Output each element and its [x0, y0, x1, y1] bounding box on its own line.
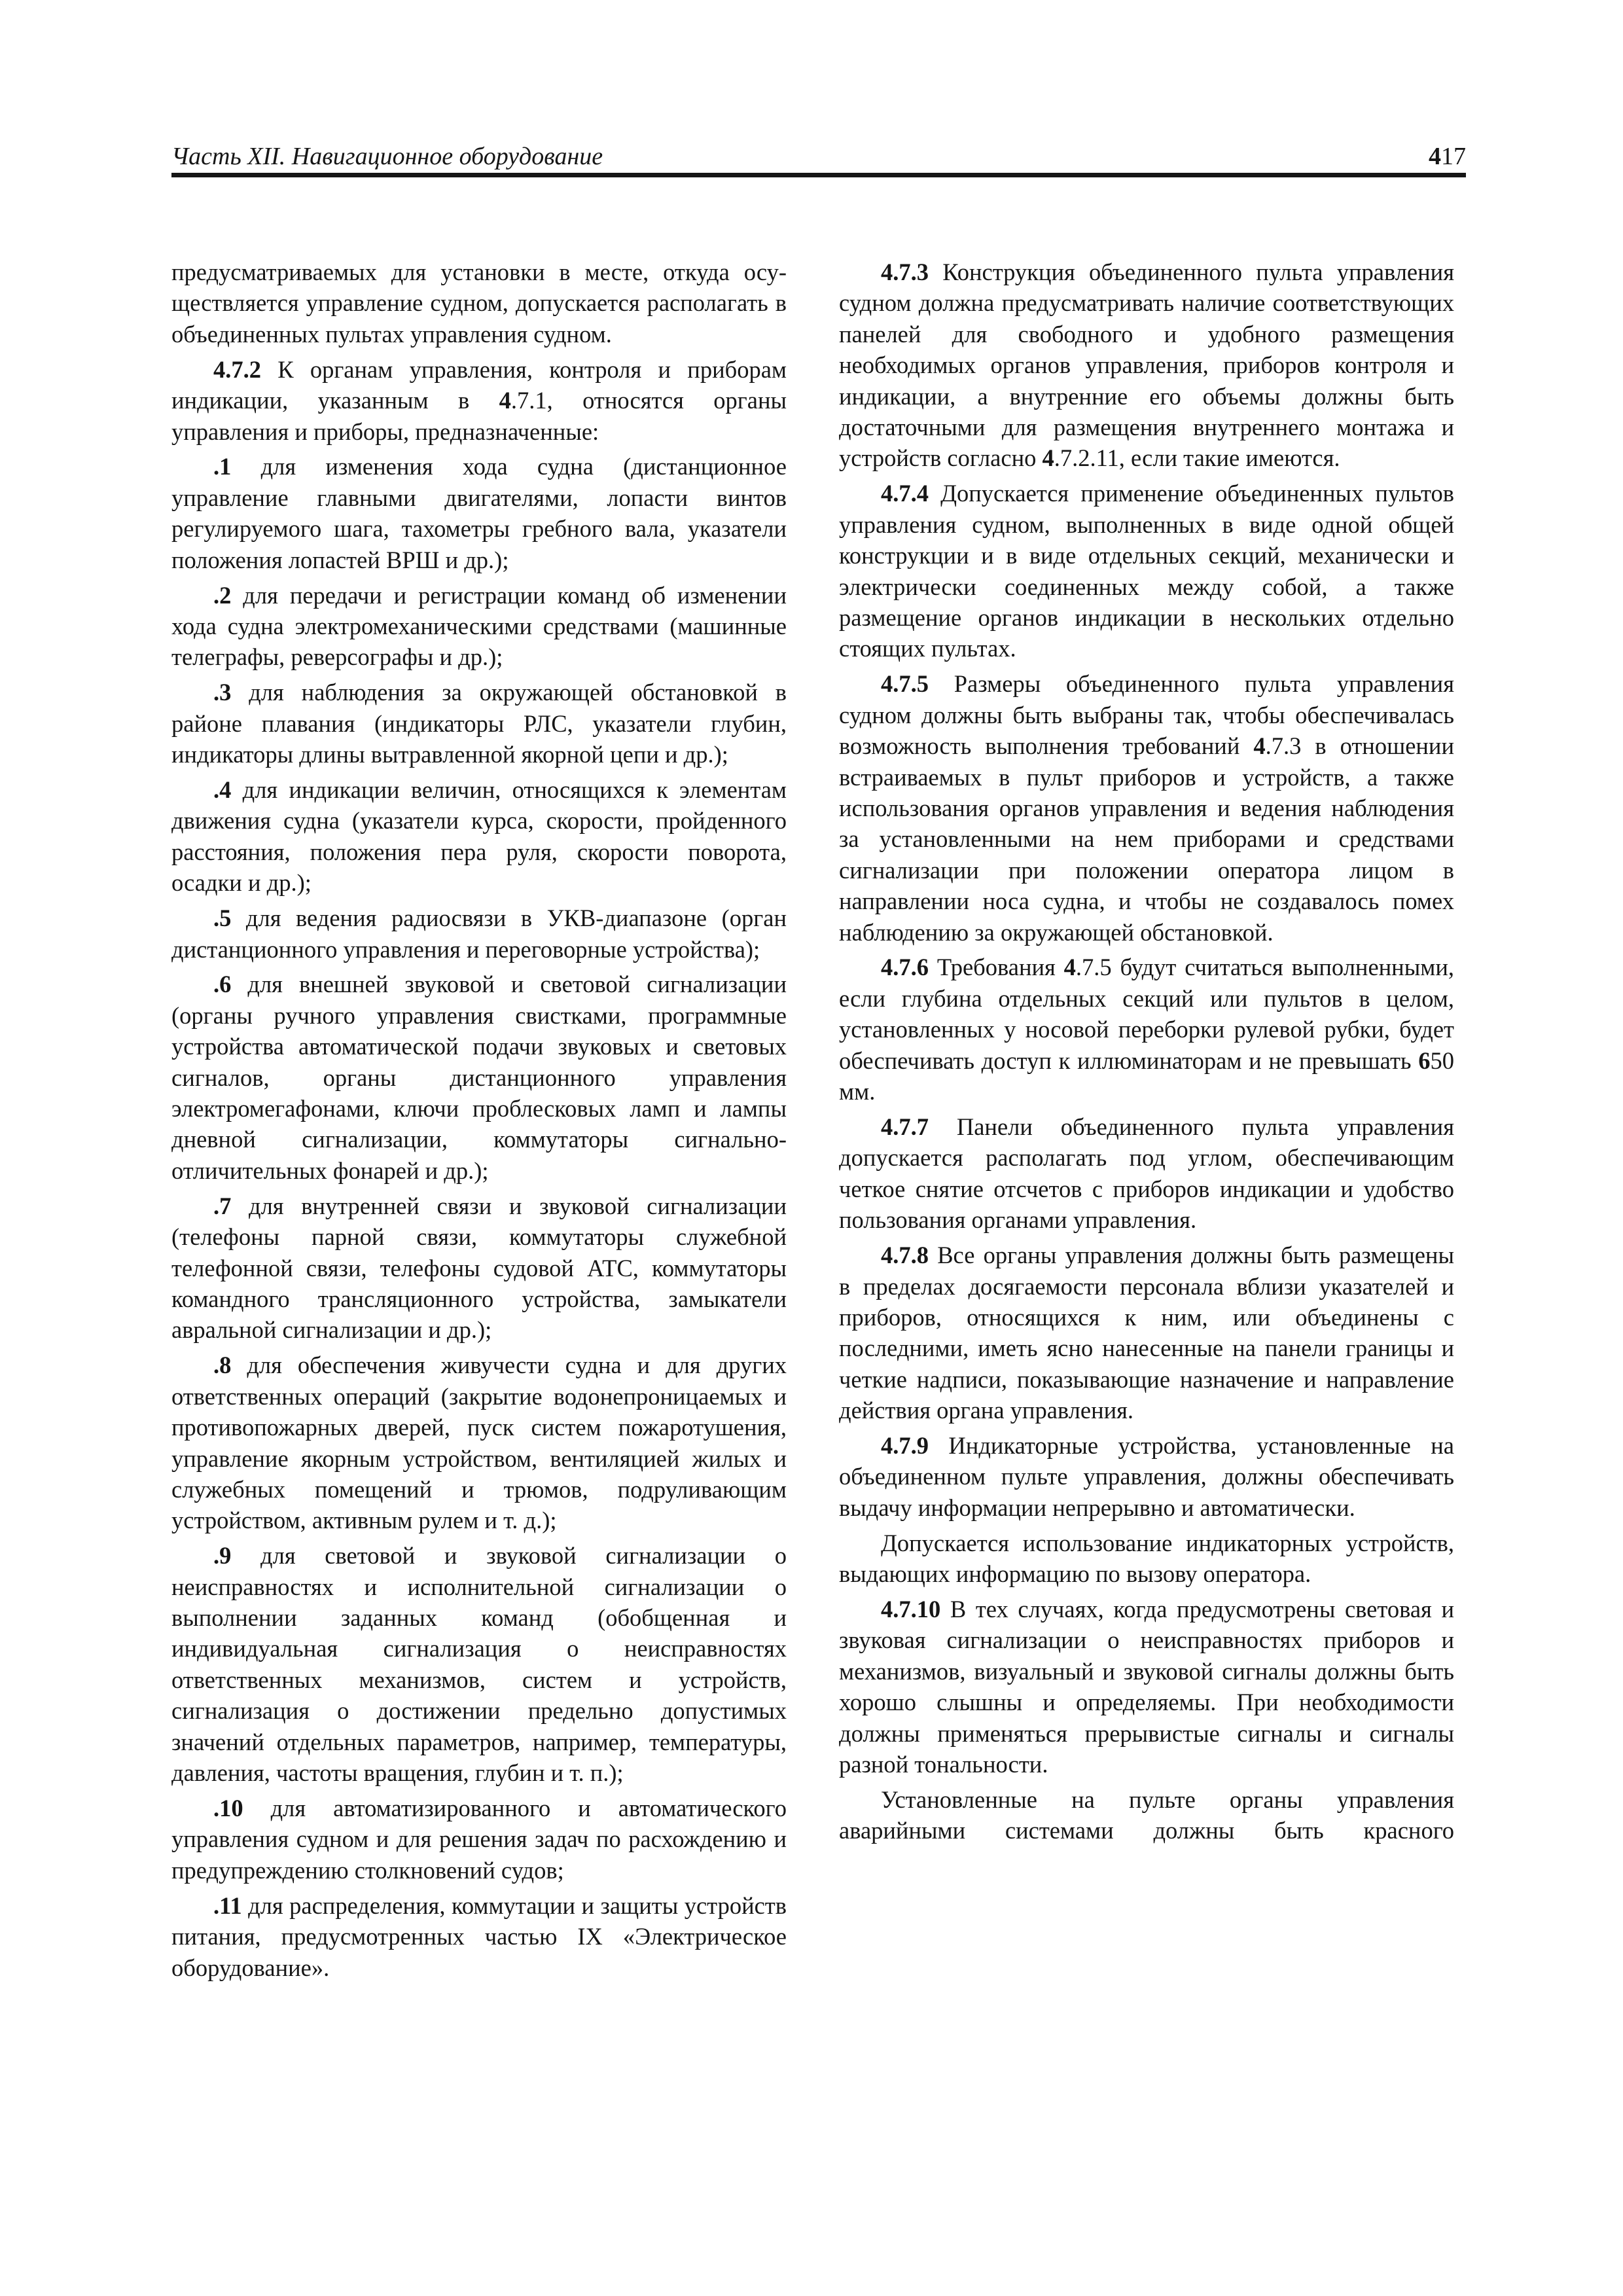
list-item-9: .9 для световой и звуковой сигнализации о неисправностях и исполнительной сигнализации о выполнении заданных команд (обобщенная и индивидуальная сигнализация о неисправностях ответственных механизмов, систем и устройств, сигнализация о достижении предельно допустимых значений отдельных параметров, например, температуры, давления, частоты вращения, глубин и т. п.); [171, 1542, 787, 1787]
right-column [839, 257, 1454, 1846]
list-item-8: .8 для обеспечения живучести судна и для других ответственных операций (закрытие водонепроницаемых и противопожарных дверей, пуск систем пожаротушения, управление якорным устройством, вентиляцией жилых и служебных помещений и трюмов, подруливающим устройством, активным рулем и т. д.); [171, 1352, 787, 1534]
clause-4-7-3: 4.7.3 Конструкция объединенного пульта управления судном должна предусматривать наличие соответствующих панелей для свободного и удобного размещения необходимых органов управления, приборов контроля и индикации, а внутренние его объемы должны быть достаточными для размещения внутреннего монтажа и устройств согласно 4.7.2.11, если такие имеются. [839, 259, 1454, 472]
item-number: .8 [213, 1352, 232, 1379]
header-title: Часть XII. Навигационное оборудование [171, 143, 603, 170]
clause-number: 4.7.10 [881, 1596, 941, 1623]
clause-reference: 4 [499, 387, 511, 414]
clause-4-7-7: 4.7.7 Панели объединенного пульта управления допускается располагать под углом, обеспечивающим четкое снятие отсчетов с приборов индикации и удобство пользования органами управления. [839, 1113, 1454, 1234]
item-number: .3 [213, 679, 232, 706]
clause-number: 4.7.8 [881, 1242, 929, 1269]
clause-number: 4.7.9 [881, 1432, 929, 1460]
item-number: .11 [213, 1892, 242, 1919]
item-number: .10 [213, 1795, 243, 1821]
list-item-5: .5 для ведения радиосвязи в УКВ-диапазоне (орган дистанционного управления и переговорные устройства); [171, 905, 787, 963]
page-number-rest: 17 [1441, 143, 1466, 170]
list-item-10: .10 для автоматизированного и автоматического управления судном и для решения задач по расхождению и предупреждению столкновений судов; [171, 1795, 787, 1884]
value-emphasis: 6 [1418, 1047, 1431, 1074]
list-item-1: .1 для изменения хода судна (дистанционное управление главными двигателями, лопасти винтов регулируемого шага, тахометры гребного вала, указатели положения лопастей ВРШ и др.); [171, 453, 787, 573]
page-number-prefix: 4 [1429, 143, 1441, 170]
clause-4-7-9: 4.7.9 Индикаторные устройства, установленные на объединенном пульте управления, должны обеспечивать выдачу информации непрерывно и автоматически. [839, 1432, 1454, 1521]
paragraph-continued: Установленные на пульте органы управления аварийными системами должны быть красного [839, 1786, 1454, 1844]
clause-4-7-8: 4.7.8 Все органы управления должны быть размещены в пределах досягаемости персонала вблизи указателей и приборов, относящихся к ним, или объединены с последними, иметь ясно нанесенные на панели границы и четкие надписи, показывающие назначение и направление действия органа управления. [839, 1242, 1454, 1424]
left-column [171, 257, 787, 1983]
clause-reference: 4 [1253, 732, 1266, 760]
clause-4-7-2: 4.7.2 К органам управления, контроля и приборам индикации, указанным в 4.7.1, относятся органы управления и приборы, предназначенные: [171, 355, 787, 445]
clause-reference: 4 [1063, 954, 1076, 981]
paragraph: предусматриваемых для установки в месте, откуда осуществляется управление судном, допускается располагать в объединенных пультах управления судном. [171, 259, 787, 348]
clause-number: 4.7.5 [881, 670, 929, 698]
item-number: .6 [213, 971, 232, 998]
item-number: .1 [213, 453, 232, 480]
clause-4-7-4: 4.7.4 Допускается применение объединенных пультов управления судном, выполненных в виде одной общей конструкции и в виде отдельных секций, механически и электрически соединенных между собой, а также размещение органов индикации в нескольких отдельно стоящих пультах. [839, 480, 1454, 662]
item-number: .2 [213, 581, 232, 609]
item-number: .4 [213, 776, 232, 803]
clause-reference: 4 [1042, 444, 1054, 472]
clause-number: 4.7.6 [881, 954, 929, 981]
item-number: .5 [213, 905, 232, 932]
page-number [1429, 142, 1466, 171]
running-header [171, 134, 1466, 177]
clause-number: 4.7.4 [881, 480, 929, 507]
clause-4-7-10: 4.7.10 В тех случаях, когда предусмотрены световая и звуковая сигнализации о неисправностях приборов и механизмов, визуальный и звуковой сигналы должны быть хорошо слышны и определяемы. При необходимости должны применяться прерывистые сигналы и сигналы разной тональности. [839, 1596, 1454, 1778]
clause-number: 4.7.2 [213, 355, 261, 383]
list-item-11: .11 для распределения, коммутации и защиты устройств питания, предусмотренных частью IX «Электрическое оборудование». [171, 1892, 787, 1981]
clause-number: 4.7.7 [881, 1113, 929, 1140]
item-number: .9 [213, 1542, 232, 1570]
list-item-6: .6 для внешней звуковой и световой сигнализации (органы ручного управления свистками, программные устройства автоматической подачи звуковых и световых сигналов, органы дистанционного управления электромегафонами, ключи проблесковых ламп и лампы дневной сигнализации, коммутаторы сигнально-отличительных фонарей и др.); [171, 971, 787, 1184]
list-item-4: .4 для индикации величин, относящихся к элементам движения судна (указатели курса, скорости, пройденного расстояния, положения пера руля, скорости поворота, осадки и др.); [171, 776, 787, 897]
item-number: .7 [213, 1192, 232, 1219]
paragraph: Допускается использование индикаторных устройств, выдающих информацию по вызову оператора. [839, 1529, 1454, 1588]
list-item-2: .2 для передачи и регистрации команд об изменении хода судна электромеханическими средствами (машинные телеграфы, реверсографы и др.); [171, 581, 787, 671]
clause-4-7-5: 4.7.5 Размеры объединенного пульта управления судном должны быть выбраны так, чтобы обеспечивалась возможность выполнения требований 4.7.3 в отношении встраиваемых в пульт приборов и устройств, а также использования органов управления и ведения наблюдения за установленными на нем приборами и средствами сигнализации при положении оператора лицом в направлении носа судна, и чтобы не создавалось помех наблюдению за окружающей обстановкой. [839, 670, 1454, 946]
clause-number: 4.7.3 [881, 259, 929, 285]
list-item-7: .7 для внутренней связи и звуковой сигнализации (телефоны парной связи, коммутаторы служебной телефонной связи, телефоны судовой АТС, коммутаторы командного трансляционного устройства, замыкатели авральной сигнализации и др.); [171, 1192, 787, 1344]
clause-4-7-6: 4.7.6 Требования 4.7.5 будут считаться выполненными, если глубина отдельных секций или пультов в целом, установленных у носовой переборки рулевой рубки, будет обеспечивать доступ к иллюминаторам и не превышать 650 мм. [839, 954, 1454, 1105]
list-item-3: .3 для наблюдения за окружающей обстановкой в районе плавания (индикаторы РЛС, указатели глубин, индикаторы длины вытравленной якорной цепи и др.); [171, 679, 787, 768]
